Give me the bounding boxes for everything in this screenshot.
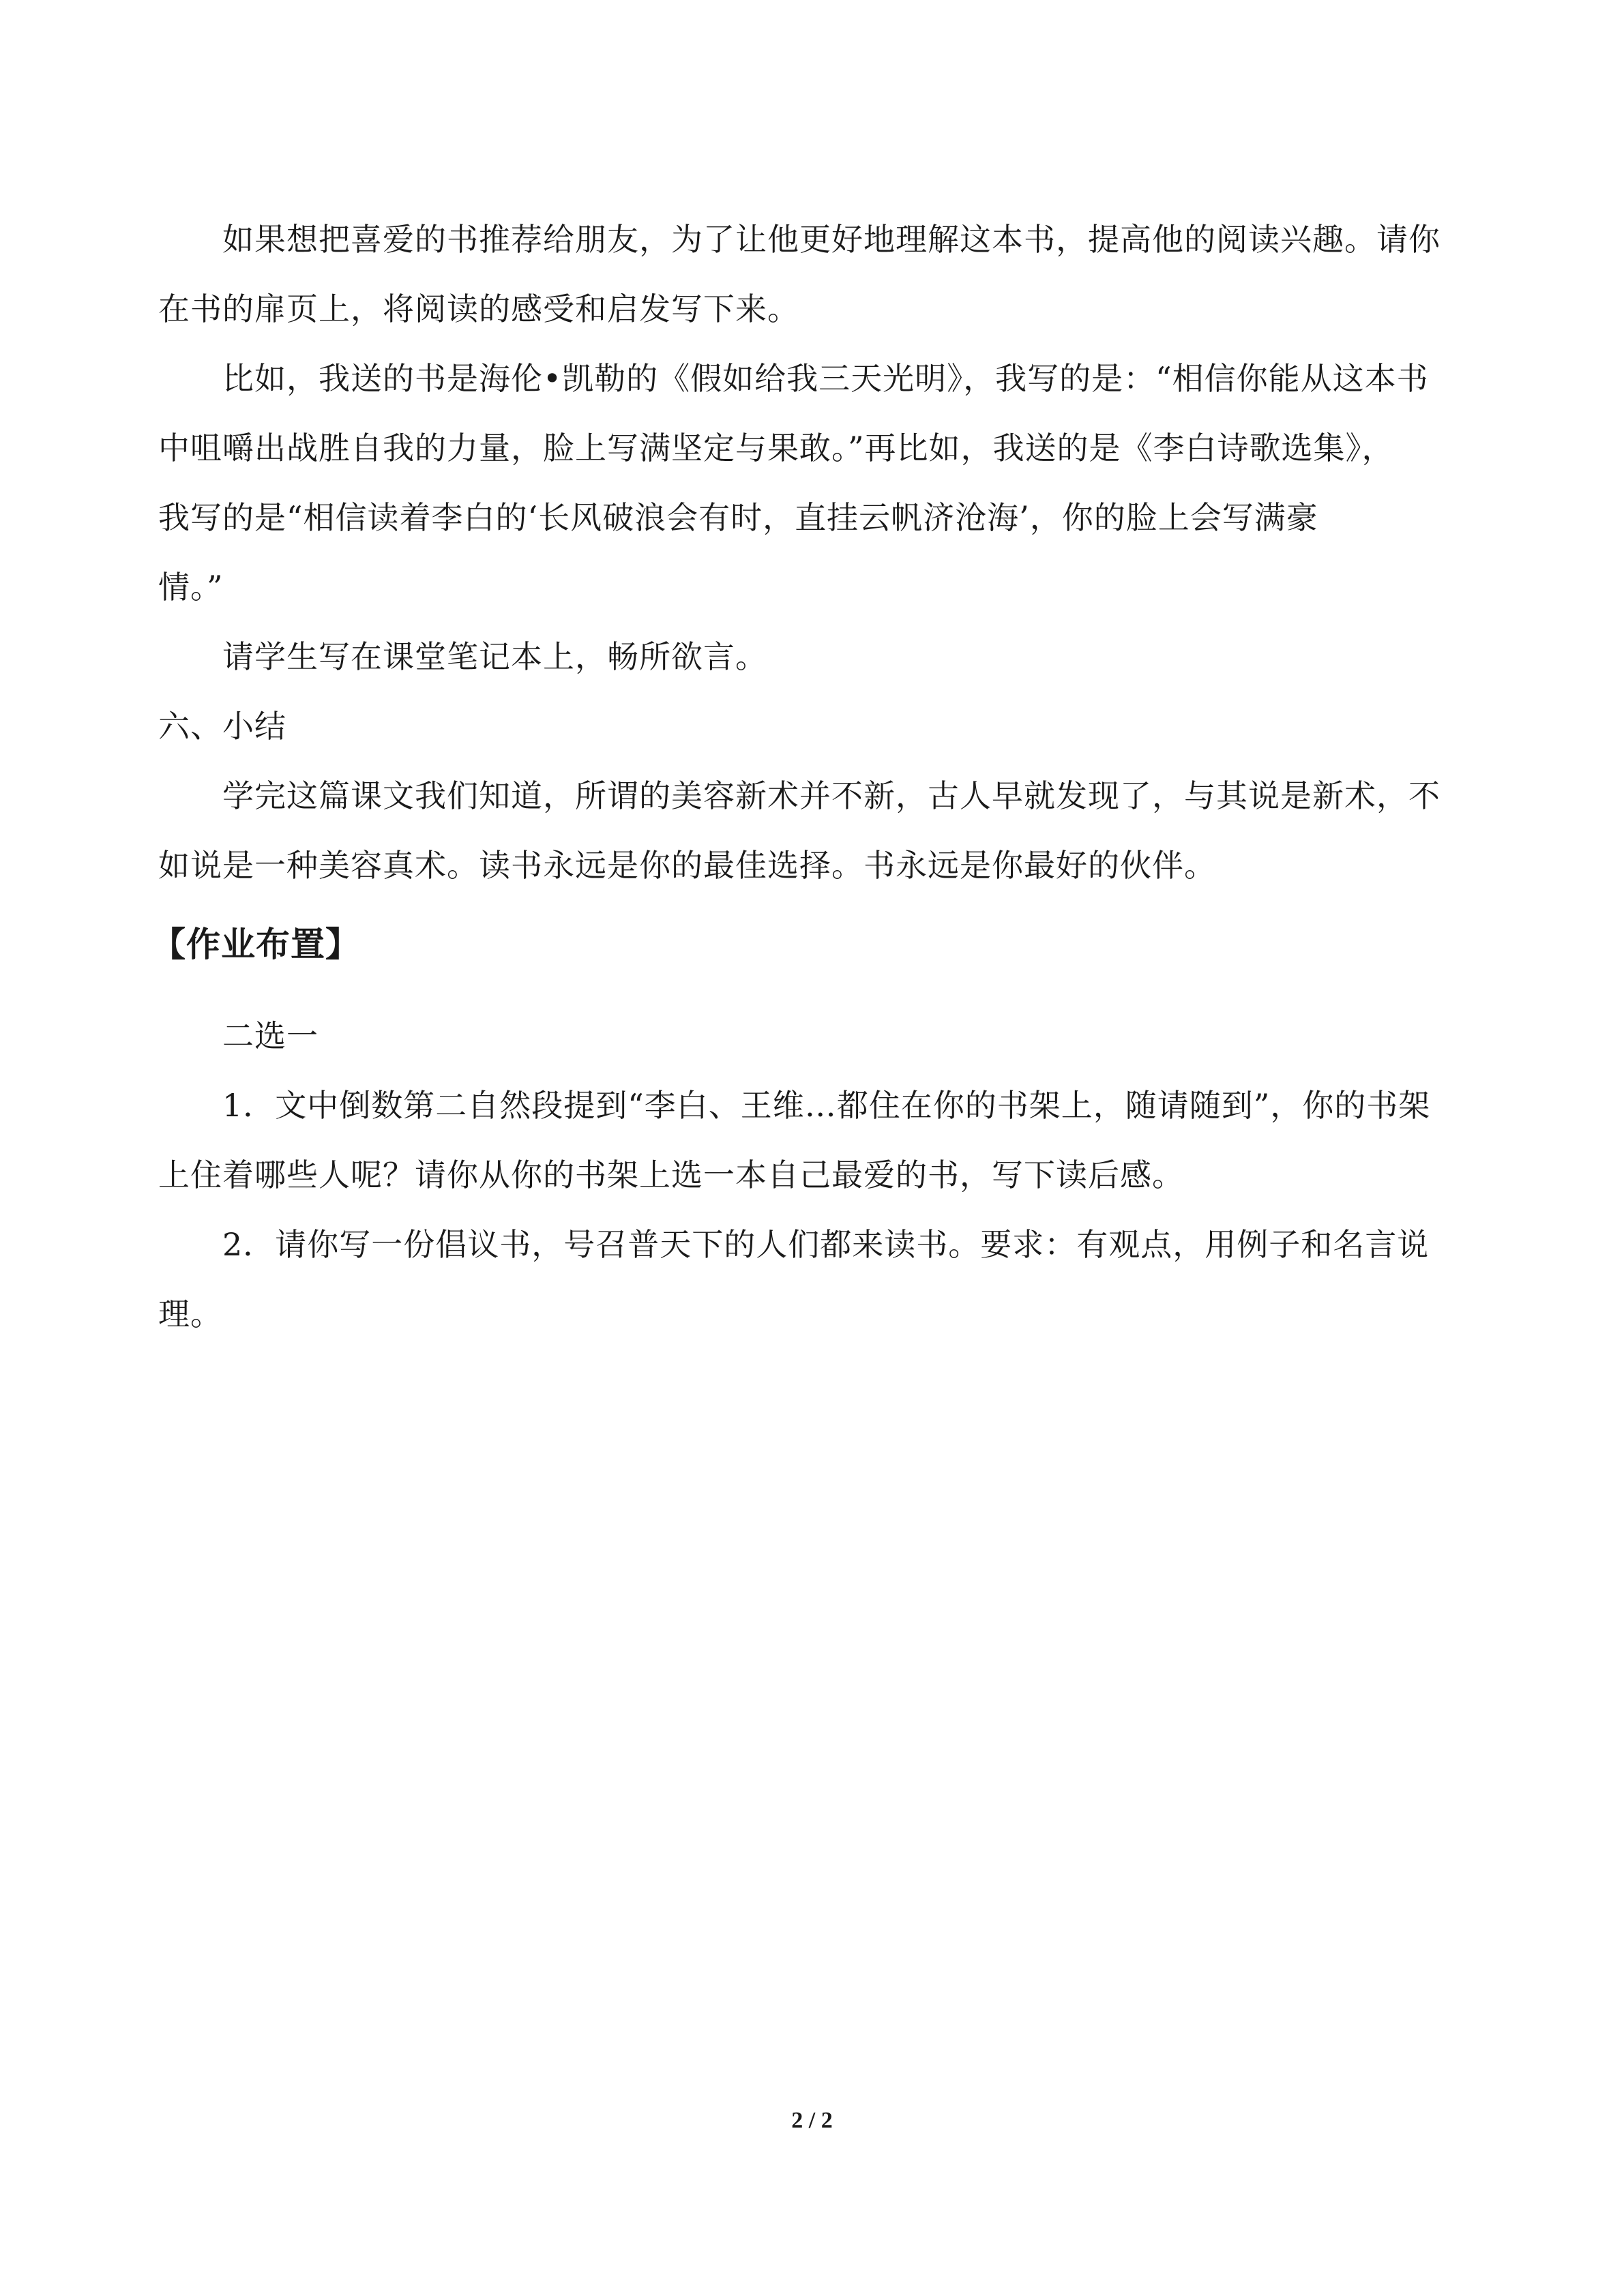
- homework-choice: 二选一: [222, 1017, 319, 1054]
- recommend-paragraph: [158, 205, 1485, 344]
- paragraph-line: 理。: [158, 1296, 222, 1332]
- summary-paragraph: [158, 761, 1485, 900]
- instruction-paragraph: 请学生写在课堂笔记本上，畅所欲言。: [222, 638, 767, 675]
- homework-item-2: [158, 1210, 1485, 1349]
- paragraph-line: 1．文中倒数第二自然段提到“李白、王维…都住在你的书架上，随请随到”，你的书架: [222, 1087, 1431, 1124]
- homework-item-1: [158, 1071, 1485, 1210]
- paragraph-line: 上住着哪些人呢？请你从你的书架上选一本自己最爱的书，写下读后感。: [158, 1157, 1184, 1193]
- heading-spacer: [158, 989, 1485, 1001]
- paragraph-line: 如说是一种美容真术。读书永远是你的最佳选择。书永远是你最好的伙伴。: [158, 847, 1216, 884]
- page-content: [151, 205, 1485, 1349]
- paragraph-line: 2．请你写一份倡议书，号召普天下的人们都来读书。要求：有观点，用例子和名言说: [222, 1226, 1430, 1263]
- paragraph-line: 学完这篇课文我们知道，所谓的美容新术并不新，古人早就发现了，与其说是新术，不: [222, 777, 1441, 814]
- paragraph-line: 如果想把喜爱的书推荐给朋友，为了让他更好地理解这本书，提高他的阅读兴趣。请你: [222, 221, 1441, 258]
- summary-heading: 六、小结: [158, 708, 286, 745]
- page-number: 2 / 2: [791, 2108, 833, 2133]
- paragraph-line: 在书的扉页上，将阅读的感受和启发写下来。: [158, 290, 799, 327]
- homework-heading: 【作业布置】: [151, 925, 360, 964]
- example-paragraph: [158, 344, 1485, 622]
- paragraph-line: 中咀嚼出战胜自我的力量，脸上写满坚定与果敢。”再比如，我送的是《李白诗歌选集》，: [158, 430, 1394, 466]
- paragraph-line: 我写的是“相信读着李白的‘长风破浪会有时，直挂云帆济沧海’，你的脸上会写满豪: [158, 499, 1318, 536]
- paragraph-line: 比如，我送的书是海伦•凯勒的《假如给我三天光明》，我写的是：“相信你能从这本书: [222, 360, 1429, 397]
- paragraph-line: 情。”: [158, 569, 224, 606]
